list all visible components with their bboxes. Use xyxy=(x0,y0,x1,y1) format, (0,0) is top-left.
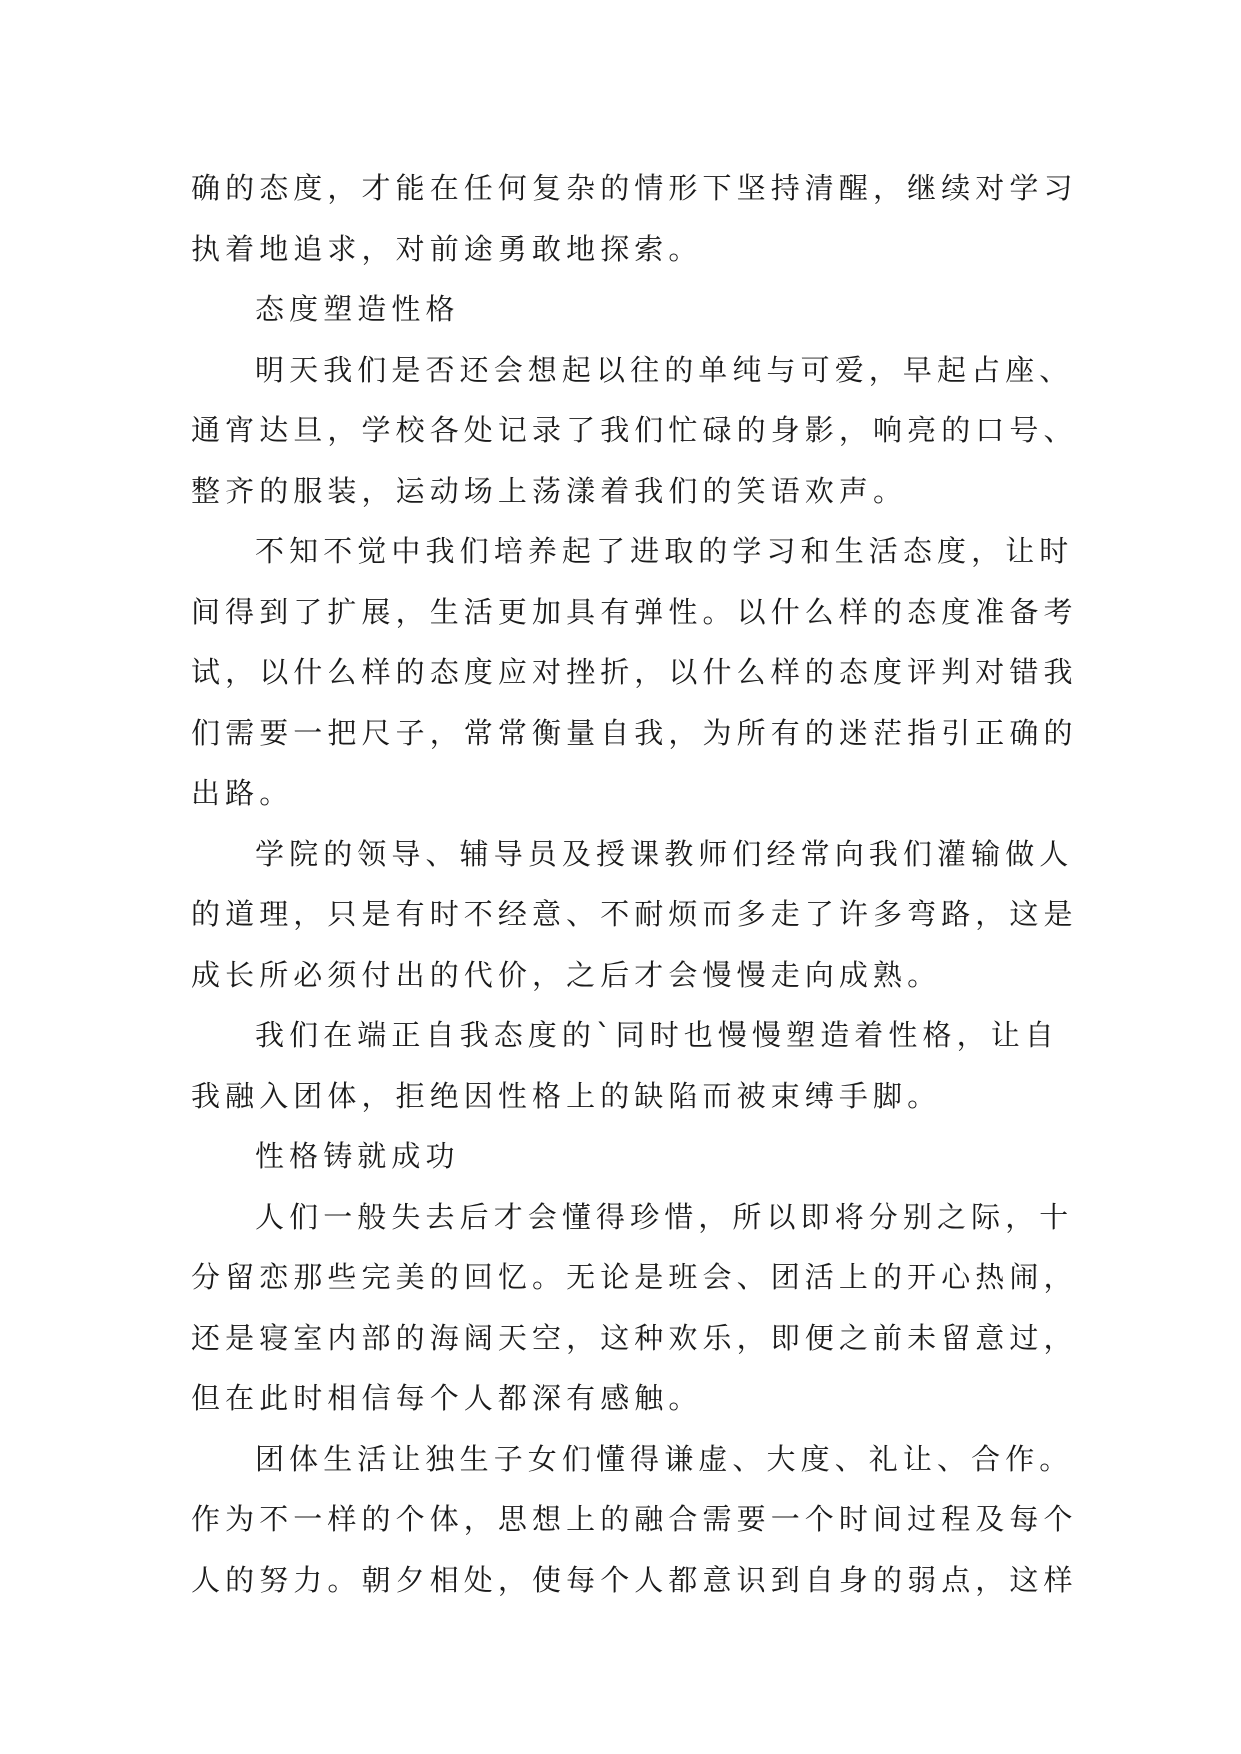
section-heading: 态度塑造性格 xyxy=(255,292,460,326)
text-line: 作为不一样的个体，思想上的融合需要一个时间过程及每个 xyxy=(191,1502,1078,1536)
text-line: 试，以什么样的态度应对挫折，以什么样的态度评判对错我 xyxy=(191,655,1078,689)
text-line: 还是寝室内部的海阔天空，这种欢乐，即便之前未留意过， xyxy=(191,1320,1078,1355)
text-line: 的道理，只是有时不经意、不耐烦而多走了许多弯路，这是 xyxy=(191,897,1078,931)
text-line: 但在此时相信每个人都深有感触。 xyxy=(191,1381,703,1415)
text-line: 我们在端正自我态度的`同时也慢慢塑造着性格，让自 xyxy=(255,1018,1059,1052)
text-line: 成长所必须付出的代价，之后才会慢慢走向成熟。 xyxy=(191,957,942,992)
text-line: 执着地追求，对前途勇敢地探索。 xyxy=(191,231,703,266)
text-line: 确的态度，才能在任何复杂的情形下坚持清醒，继续对学习 xyxy=(191,171,1078,205)
text-line: 明天我们是否还会想起以往的单纯与可爱，早起占座、 xyxy=(255,352,1074,387)
text-line: 通宵达旦，学校各处记录了我们忙碌的身影，响亮的口号、 xyxy=(191,413,1078,447)
text-line: 我融入团体，拒绝因性格上的缺陷而被束缚手脚。 xyxy=(191,1078,942,1113)
text-line: 不知不觉中我们培养起了进取的学习和生活态度，让时 xyxy=(255,534,1074,568)
text-line: 人们一般失去后才会懂得珍惜，所以即将分别之际，十 xyxy=(255,1199,1074,1234)
text-line: 们需要一把尺子，常常衡量自我，为所有的迷茫指引正确的 xyxy=(191,715,1078,750)
text-line: 学院的领导、辅导员及授课教师们经常向我们灌输做人 xyxy=(255,836,1074,871)
document-body xyxy=(191,158,1078,1610)
text-line: 整齐的服装，运动场上荡漾着我们的笑语欢声。 xyxy=(191,473,908,508)
text-line: 团体生活让独生子女们懂得谦虚、大度、礼让、合作。 xyxy=(255,1441,1074,1476)
text-line: 分留恋那些完美的回忆。无论是班会、团活上的开心热闹， xyxy=(191,1260,1078,1294)
text-line: 出路。 xyxy=(191,776,294,810)
text-line: 间得到了扩展，生活更加具有弹性。以什么样的态度准备考 xyxy=(191,594,1078,629)
section-heading: 性格铸就成功 xyxy=(255,1139,460,1173)
text-line: 人的努力。朝夕相处，使每个人都意识到自身的弱点，这样 xyxy=(191,1562,1078,1597)
